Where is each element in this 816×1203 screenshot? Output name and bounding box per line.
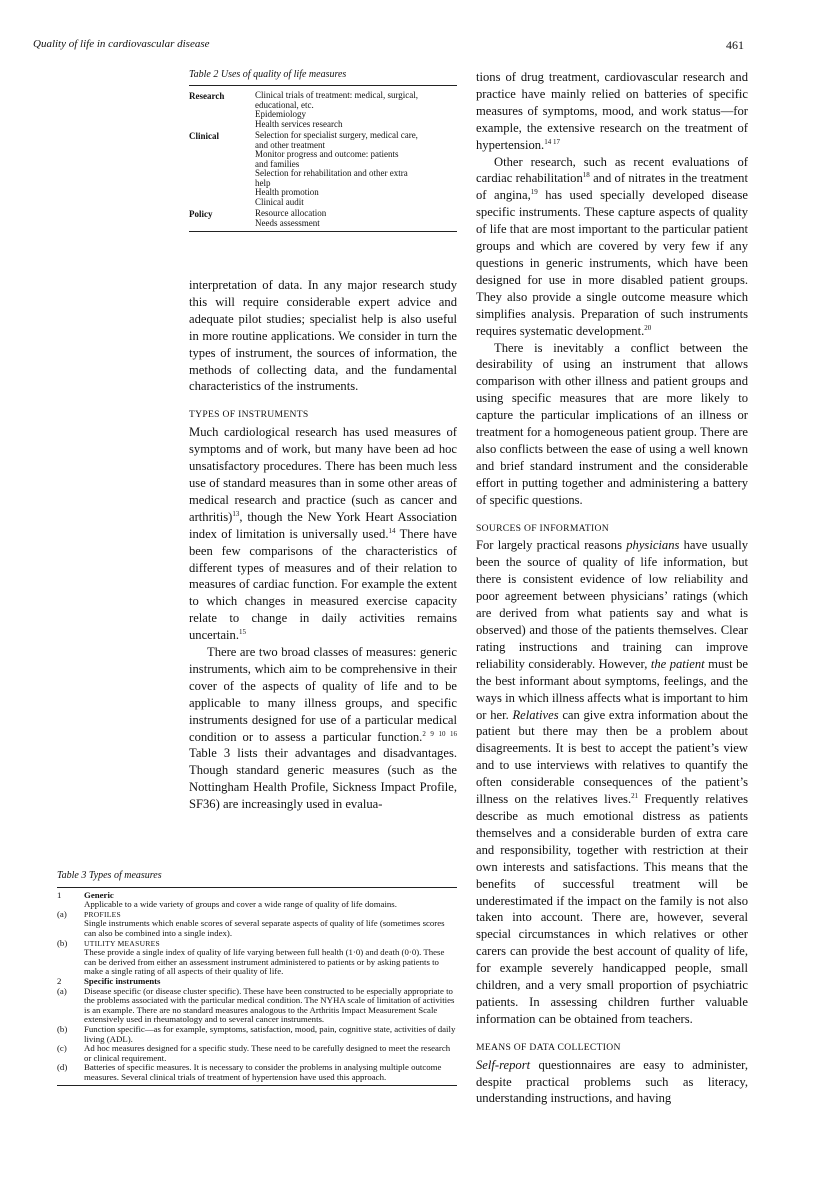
table-2-use: Selection for specialist surgery, medical care, [255,130,418,140]
paragraph: Self-report questionnaires are easy to administer, despite practical problems such as literacy, understanding instructions, and having [476,1057,748,1106]
table-3-title: Table 3 Types of measures [57,870,162,881]
table-3-row-text: Specific instruments [84,975,161,986]
table-2-use: Clinical audit [255,196,304,207]
table-2-use: Health services research [255,118,343,129]
table-2-row [189,129,457,207]
table-2-use: Needs assessment [255,217,320,228]
page-number: 461 [726,38,744,52]
table-3-row-number [57,919,84,938]
table-2-use: Health promotion [255,187,319,197]
paragraph: There are two broad classes of measures: generic instruments, which aim to be comprehensive in their cover of the aspects of quality of life and to be applicable to many illness groups, and specific instruments designed for use of a particular medical condition or to assess a particular function.$^{2 9 10 16}$ Table 3 lists their advantages and disadvantages. Though standard generic measures (such as the Nottingham Health Profile, Sickness Impact Profile, SF36) are increasingly used in evalua- [189,645,457,812]
table-3-row-text: UTILITY MEASURES [84,938,160,948]
paragraph: Other research, such as recent evaluations of cardiac rehabilitation$^{18}$ and of nitrates in the treatment of angina,$^{19}$ has used specially developed disease specific instruments. These capture aspects of quality of life that are most important to the particular patient groups and which are covered by very few if any questions in generic instruments, which have been designed for use in more disabled patient groups. They also provide a single outcome measure which simplifies analysis. Preparation of such instruments requires systematic development.$^{20}$ [476,154,748,338]
table-3-row-number: 2 [57,975,62,986]
table-3-row-number [57,948,84,977]
table-2 [189,70,457,232]
table-3-row-number: (d) [57,1062,68,1073]
table-2-title: Table 2 Uses of quality of life measures [189,69,347,80]
table-2-category: Policy [189,209,213,219]
table-2-row [189,207,457,228]
table-3-row-number: (c) [57,1043,67,1054]
table-2-use: Epidemiology [255,109,306,119]
running-title: Quality of life in cardiovascular disease [33,38,210,50]
table-3-body [57,891,457,1083]
table-2-use: Clinical trials of treatment: medical, surgical, [255,90,419,100]
table-3-row-number: 1 [57,889,62,900]
paragraph: For largely practical reasons physicians have usually been the source of quality of life information, but there is consistent evidence of low reliability and poor agreement between physicians’ ratings (which are derived from what patients say and what is observed) and those of the patients themselves. Clear rating instructions and training can improve reliability considerably. However, the patient must be the best informant about symptoms, feelings, and the ways in which illness affects what is important to him or her. Relatives can give extra information about the patient but there may then be a problem about disagreements. It is best to accept the patient’s view and to use interviews with relatives to quantify the often considerable consequences of the patient’s illness on the relatives lives.$^{21}$ Frequently relatives describe as much emotional distress as patients themselves and a considerable burden of extra care and responsibility, together with restriction at their own interests and satisfactions. This means that the benefits of successful treatment will be underestimated if the impact on the family is not also taken into account. There are, however, several special circumstances in which relatives or other carers can provide the best account of quality of life, for example severely handicapped people, small children, and a very small proportion of psychiatric patients. In assessing children further valuable information can be obtained from teachers. [476,538,748,1026]
section-heading-types-of-instruments: TYPES OF INSTRUMENTS [189,409,309,421]
table-2-uses [255,207,457,228]
table-3-row-text: Disease specific (or disease cluster specific). These have been constructed to be especially appropriate to the problems associated with the particular medical condition. The NYHA scale of limitation of activities is an example. There are no standard measures analogous to the Arthritis Impact Measurement Scale extensively used in rheumatology and to several cancer instruments. [84,985,455,1025]
table-2-body [189,89,457,228]
table-2-top-rule [189,85,457,86]
table-3-row-text: Function specific—as for example, symptoms, satisfaction, mood, pain, cognitive state, activities of daily living (ADL). [84,1023,456,1044]
paragraph: interpretation of data. In any major research study this will require considerable expert advice and adequate pilot studies; specialist help is also useful in more routine applications. We consider in turn the types of instrument, the sources of information, the methods of collecting data, and the fundamental characteristics of the instruments. [189,278,457,394]
table-2-use: help [255,177,271,188]
table-3-row-text: Batteries of specific measures. It is necessary to consider the problems in analysing multiple outcome measures. Several clinical trials of treatment of hypertension have used this approach. [84,1062,442,1082]
table-3-bottom-rule [57,1085,457,1086]
table-3-row-text: Single instruments which enable scores of several separate aspects of quality of life (sometimes scores can also be combined into a single index). [84,918,445,938]
left-column [189,277,457,813]
table-2-bottom-rule [189,231,457,232]
table-3-row-text: Generic [84,889,114,900]
table-3-row-text: PROFILES [84,909,121,919]
section-heading-means-of-data-collection: MEANS OF DATA COLLECTION [476,1041,621,1053]
table-3-row-text: Ad hoc measures designed for a specific study. These need to be carefully designed to meet the research or clinical requirement. [84,1043,451,1063]
table-3-row-text: These provide a single index of quality of life varying between full health (1·0) and death (0·0). These can be derived from either an assessment instrument administered to patients or by asking patients to make a single rating of all aspects of their quality of life. [84,947,445,977]
paragraph: Much cardiological research has used measures of symptoms and of work, but many have been ad hoc unsatisfactory procedures. There has been much less use of standard measures than in some other areas of medical research and practice (such as cancer and arthritis)$^{13}$, though the New York Heart Association index of limitation is universally used.$^{14}$ There have been few comparisons of the characteristics of different types of measures and of their relation to measures of cardiac function. For example the extent to which changes in measured exercise capacity relate to change in daily activities remains uncertain.$^{15}$ [189,425,457,643]
table-2-category: Clinical [189,131,220,141]
table-3-row [57,919,457,938]
table-3-row-number: (b) [57,1023,68,1034]
table-3-row [57,1044,457,1063]
table-2-use: Selection for rehabilitation and other extra [255,168,408,178]
table-3 [57,871,457,1086]
table-2-use: and other treatment [255,139,325,150]
paragraph: There is inevitably a conflict between the desirability of using an instrument that allows comparison with other illness and patient groups and using specific measures that are more likely to capture the particular implications of an illness or treatment for a homogeneous patient group. There are also conflicts between the ease of using a well known and brief standard instrument and the considerable effort in putting together and administering a battery of specific questions. [476,340,748,507]
table-2-uses [255,129,457,207]
table-2-use: educational, etc. [255,99,314,110]
section-heading-sources-of-information: SOURCES OF INFORMATION [476,522,609,534]
table-2-use: and families [255,158,300,169]
paragraph: tions of drug treatment, cardiovascular research and practice have mainly relied on batteries of specific measures of symptoms, mood, and work status—for example, the extensive research on the treatment of hypertension.$^{14 17}$ [476,70,748,152]
table-3-row-number: (a) [57,908,67,919]
table-3-top-rule [57,887,457,888]
right-column [476,69,748,1107]
table-3-row [57,900,457,910]
table-3-row [57,1063,457,1082]
table-2-uses [255,89,457,129]
table-2-use: Monitor progress and outcome: patients [255,149,399,159]
table-3-row [57,1025,457,1044]
table-3-row [57,948,457,977]
table-3-row-number: (b) [57,937,68,948]
table-2-row [189,89,457,129]
table-3-row [57,987,457,1025]
table-3-row-text: Applicable to a wide variety of groups and cover a wide range of quality of life domains. [84,899,397,910]
table-2-use: Resource allocation [255,208,327,218]
table-2-category: Research [189,91,225,101]
table-3-row-number: (a) [57,985,67,996]
